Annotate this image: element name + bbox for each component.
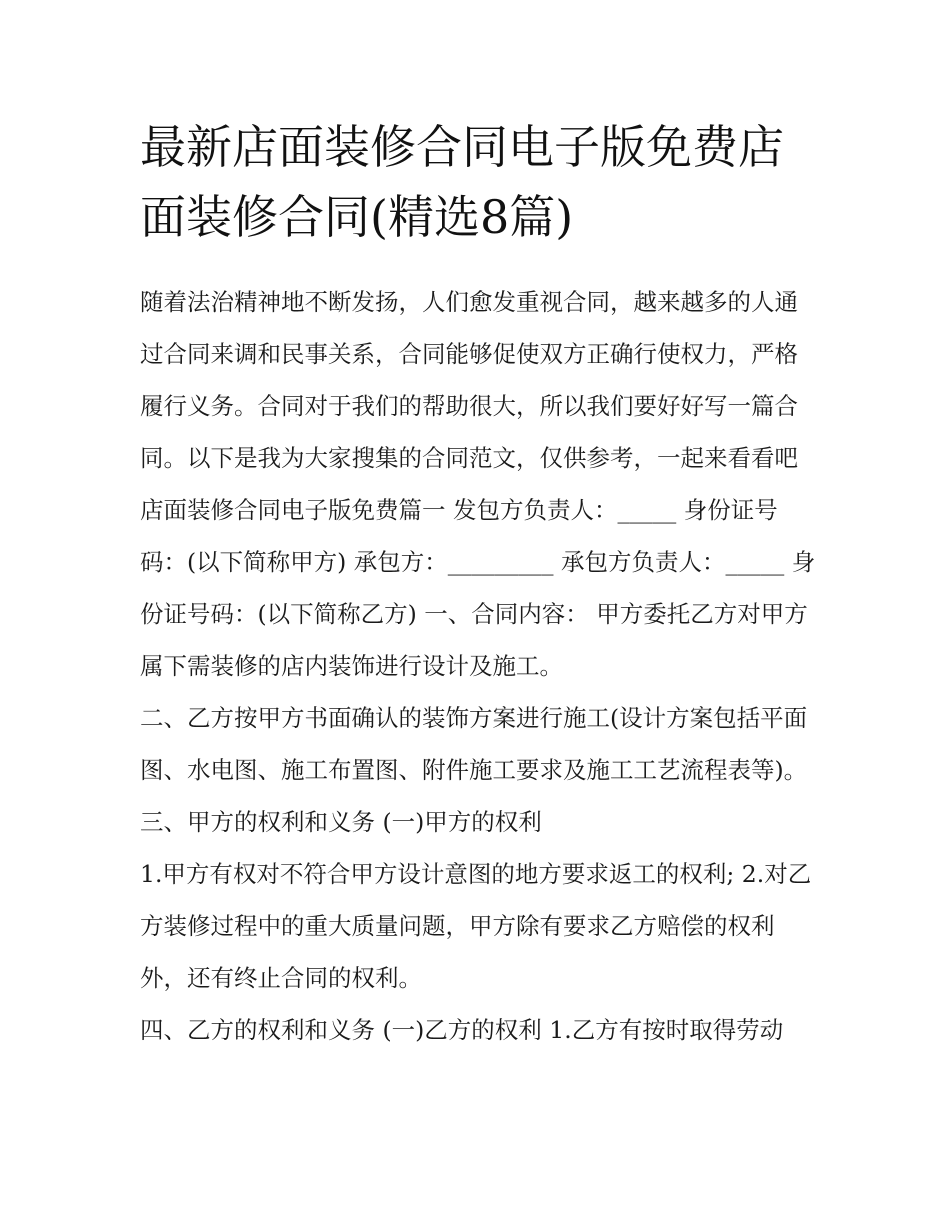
- document-body: [140, 276, 820, 1056]
- clause-four-paragraph: 四、乙方的权利和义务 (一)乙方的权利 1.乙方有按时取得劳动: [140, 1016, 784, 1044]
- intro-paragraph: 随着法治精神地不断发扬，人们愈发重视合同，越来越多的人通过合同来调和民事关系，合同能够促使双方正确行使权力，严格履行义务。合同对于我们的帮助很大，所以我们要好好写一篇合同。以下是我为大家搜集的合同范文，仅供参考，一起来看看吧: [140, 288, 798, 472]
- party-a-rights-paragraph: 1.甲方有权对不符合甲方设计意图的地方要求返工的权利; 2.对乙方装修过程中的重大质量问题，甲方除有要求乙方赔偿的权利外，还有终止合同的权利。: [140, 860, 812, 992]
- document-title: 最新店面装修合同电子版免费店面装修合同(精选8篇): [140, 120, 784, 244]
- contract-parties-paragraph: 店面装修合同电子版免费篇一 发包方负责人：_____ 身份证号码：(以下简称甲方) 承包方：_________ 承包方负责人：_____ 身份证号码：(以下简称乙方) 一、合同内容： 甲方委托乙方对甲方属下需装修的店内装饰进行设计及施工。: [140, 496, 816, 680]
- clause-two-paragraph: 二、乙方按甲方书面确认的装饰方案进行施工(设计方案包括平面图、水电图、施工布置图、附件施工要求及施工工艺流程表等)。 三、甲方的权利和义务 (一)甲方的权利: [140, 704, 808, 836]
